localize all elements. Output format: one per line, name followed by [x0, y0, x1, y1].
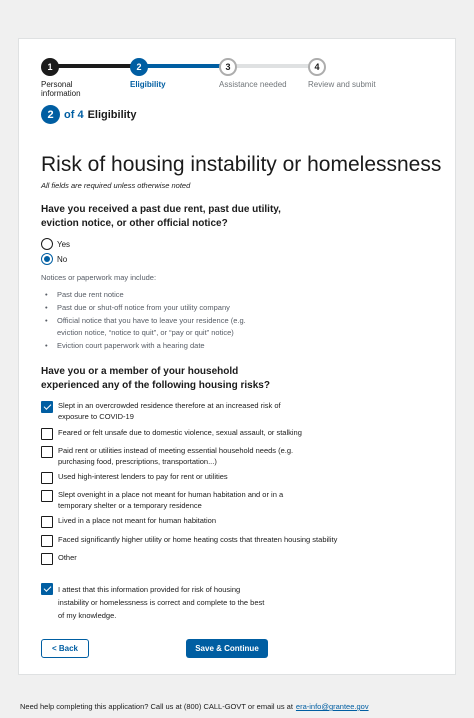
checkbox-utility-costs[interactable] [41, 535, 341, 547]
radio-no[interactable] [41, 253, 67, 265]
checkbox-slept-overnight-label: Slept ovenight in a place not meant for human habitation and or in a temporary shelter or a temporary residence [58, 490, 284, 510]
step-2-label: Eligibility [130, 80, 166, 89]
step-segment-3 [228, 64, 317, 68]
radio-no-circle[interactable] [41, 253, 53, 265]
checkbox-lived-unfit-label: Lived in a place not meant for human habitation [58, 516, 217, 525]
step-3-circle: 3 [219, 58, 237, 76]
checkbox-high-interest[interactable] [41, 472, 341, 484]
counter-number: 2 [41, 105, 60, 124]
checkbox-domestic-violence-label: Feared or felt unsafe due to domestic violence, sexual assault, or stalking [58, 428, 302, 437]
attest-checkbox-box[interactable] [41, 583, 53, 595]
radio-yes-label: Yes [57, 239, 71, 249]
step-segment-2 [139, 64, 228, 68]
footer-email-link[interactable]: era-info@grantee.gov [295, 702, 369, 711]
attest-label: I attest that this information provided for risk of housing instability or homelessness is correct and complete to the best of my knowledge. [58, 585, 265, 620]
checkbox-high-interest-box[interactable] [41, 472, 53, 484]
checkbox-high-interest-label: Used high-interest lenders to pay for rent or utilities [58, 472, 228, 481]
list-item: • Official notice that you have to leave your residence (e.g. eviction notice, “notice to quit”, or “pay or quit” notice) [45, 315, 255, 338]
radio-yes[interactable] [41, 238, 70, 250]
step-1-label: Personal information [41, 80, 81, 98]
checkbox-overcrowded[interactable] [41, 401, 296, 422]
step-counter [41, 105, 136, 124]
checkbox-lived-unfit[interactable] [41, 516, 341, 528]
checkbox-domestic-violence[interactable] [41, 428, 341, 440]
step-2-circle: 2 [130, 58, 148, 76]
question-past-due-notice: Have you received a past due rent, past due utility, eviction notice, or other official notice? [41, 204, 281, 229]
step-4-circle: 4 [308, 58, 326, 76]
checkbox-utility-costs-label: Faced significantly higher utility or home heating costs that threaten housing stability [58, 535, 338, 544]
help-footer [0, 695, 474, 718]
notice-list [45, 289, 255, 353]
list-item: • Past due or shut-off notice from your utility company [45, 302, 255, 314]
checkbox-other[interactable] [41, 553, 341, 565]
required-note: All fields are required unless otherwise noted [41, 181, 191, 190]
step-4-label: Review and submit [308, 80, 376, 89]
checkbox-overcrowded-label: Slept in an overcrowded residence therefore at an increased risk of exposure to COVID-19 [58, 401, 281, 421]
footer-text: Need help completing this application? Call us at (800) CALL-GOVT or email us at [20, 702, 293, 711]
step-3-label: Assistance needed [219, 80, 287, 89]
radio-yes-circle[interactable] [41, 238, 53, 250]
list-item: • Past due rent notice [45, 289, 255, 301]
checkbox-domestic-violence-box[interactable] [41, 428, 53, 440]
step-indicator [41, 58, 376, 98]
counter-of-total: of 4 [64, 108, 84, 121]
checkbox-paid-rent[interactable] [41, 446, 311, 467]
checkbox-lived-unfit-box[interactable] [41, 516, 53, 528]
checkbox-overcrowded-box[interactable] [41, 401, 53, 413]
checkbox-paid-rent-label: Paid rent or utilities instead of meeting essential household needs (e.g. purchasing food, prescriptions, transportation...) [58, 446, 294, 466]
checkbox-other-box[interactable] [41, 553, 53, 565]
form-card [18, 38, 456, 675]
radio-no-label: No [57, 254, 68, 264]
step-1-circle: 1 [41, 58, 59, 76]
checkbox-other-label: Other [58, 553, 77, 562]
page-title: Risk of housing instability or homelessness [41, 153, 442, 176]
checkbox-paid-rent-box[interactable] [41, 446, 53, 458]
checkbox-utility-costs-box[interactable] [41, 535, 53, 547]
counter-title: Eligibility [87, 108, 137, 121]
back-button[interactable]: < Back [41, 639, 89, 658]
question-housing-risks: Have you or a member of your household experienced any of the following housing risks? [41, 366, 270, 391]
attest-checkbox[interactable] [41, 583, 271, 622]
save-continue-button[interactable]: Save & Continue [186, 639, 268, 658]
list-item: • Eviction court paperwork with a hearing date [45, 340, 255, 352]
notice-hint: Notices or paperwork may include: [41, 273, 157, 282]
checkbox-slept-overnight-box[interactable] [41, 490, 53, 502]
step-segment-1 [50, 64, 139, 68]
checkbox-slept-overnight[interactable] [41, 490, 296, 511]
